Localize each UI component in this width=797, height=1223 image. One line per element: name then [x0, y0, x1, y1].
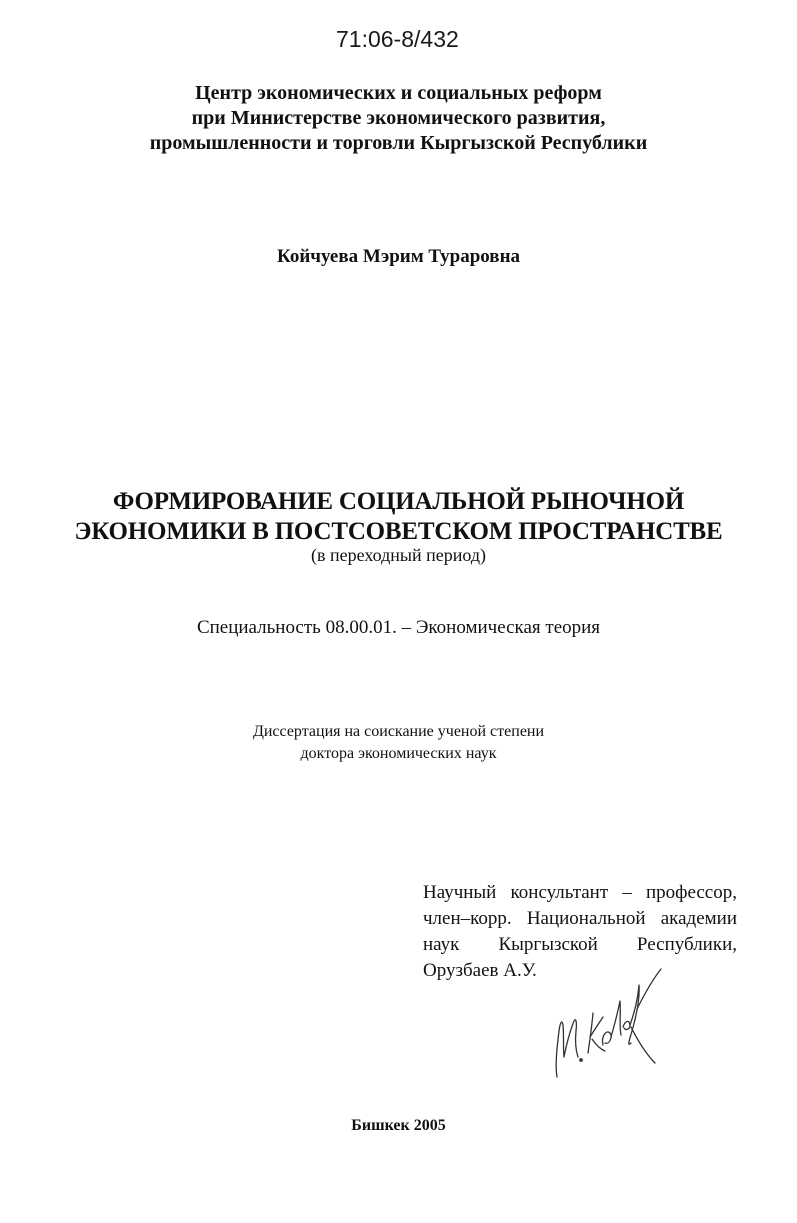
- author-name: Койчуева Мэрим Тураровна: [276, 246, 521, 267]
- degree-line: доктора экономических наук: [300, 745, 497, 762]
- dissertation-title: [0, 487, 797, 547]
- degree-line: Диссертация на соискание ученой степени: [252, 723, 545, 740]
- city-year: Бишкек 2005: [351, 1117, 446, 1134]
- consultant-line: член–корр. Национальной академии: [423, 908, 737, 929]
- consultant-line: Научный консультант – профессор,: [423, 882, 737, 903]
- specialty: Специальность 08.00.01. – Экономическая теория: [196, 617, 601, 638]
- organization-header: [0, 81, 797, 156]
- title-line: ЭКОНОМИКИ В ПОСТСОВЕТСКОМ ПРОСТРАНСТВЕ: [74, 518, 723, 545]
- signature-icon: [535, 965, 665, 1095]
- degree-statement: [0, 721, 797, 765]
- title-subtitle: (в переходный период): [310, 545, 487, 565]
- consultant-line: наук Кыргызской Республики,: [423, 934, 737, 955]
- title-line: ФОРМИРОВАНИЕ СОЦИАЛЬНОЙ РЫНОЧНОЙ: [112, 488, 685, 515]
- organization-line: промышленности и торговли Кыргызской Республики: [149, 132, 648, 154]
- consultant-line: Орузбаев А.У.: [423, 960, 537, 981]
- organization-line: Центр экономических и социальных реформ: [195, 82, 602, 104]
- catalog-number: 71:06-8/432: [336, 26, 459, 52]
- organization-line: при Министерстве экономического развития,: [191, 107, 606, 129]
